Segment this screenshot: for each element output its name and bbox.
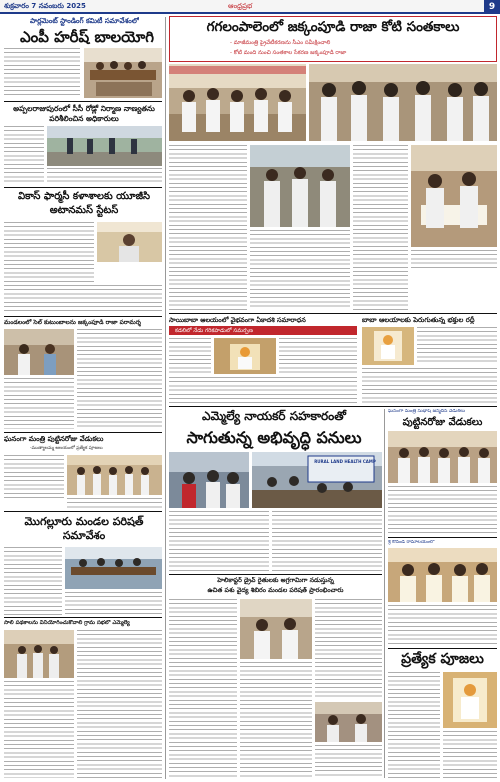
hospital-headline: హెలికాప్టర్ డ్రైవ్ రైతులకు అగ్రగామిగా నడుస్తున్న bbox=[217, 577, 334, 584]
baba-headline: బాబా ఆలయాలకు పెరుగుతున్న భక్తుల రద్దీ bbox=[362, 316, 475, 324]
vikas-headline: వికాస్ ఫార్మసీ కళాశాలకు యూజీసి అటానమస్ స్టేటస్ bbox=[17, 191, 151, 216]
saibaba-body-3 bbox=[169, 377, 357, 403]
sai-pooja-body-3 bbox=[443, 731, 497, 778]
appalaraju-body bbox=[4, 126, 44, 184]
divider bbox=[4, 187, 162, 188]
harish-photo bbox=[84, 48, 162, 98]
nayakar-body-1 bbox=[169, 511, 269, 571]
appalaraju-photo bbox=[47, 126, 162, 166]
mandal-birthday-photo bbox=[67, 455, 162, 495]
gagalapalem-sub-2: - కోటి మంది నుంచి సంతకాల సేకరణ జక్కంపూడి రాజా bbox=[230, 50, 347, 56]
schemes-headline: సాలి పథకాలను వినియోగించుకోవాలి గ్రామ సభలో ఎమ్మెల్యే bbox=[4, 620, 130, 626]
vikas-body bbox=[4, 222, 94, 282]
divider bbox=[169, 406, 497, 407]
nayakar-body-2 bbox=[272, 511, 382, 571]
saibaba-sub: కడలిలో నేడు గరికపాడులో సమర్పణ bbox=[175, 328, 253, 334]
harish-body bbox=[4, 48, 80, 98]
column-separator bbox=[384, 409, 385, 778]
column-separator bbox=[165, 17, 166, 779]
hospital-sub: ఉచిత పశు వైద్య శిబిరం మండల పరిషత్ ప్రారంభించారు bbox=[207, 587, 344, 594]
hospital-body-1 bbox=[169, 599, 237, 778]
paper-name: ఆంధ్రప్రభ bbox=[228, 2, 253, 10]
nayakar-headline-2: సాగుతున్న అభివృద్ధి పనులు bbox=[186, 428, 362, 447]
gagalapalem-sub-1: - మాజీమంత్రి ప్రైవేటీకరణను సీఎం సమీక్షించాలి bbox=[230, 40, 331, 46]
gagalapalem-headline: గగలంపాలెంలో జక్కంపూడి రాజా కోటి సంతకాలు bbox=[206, 19, 460, 35]
gagalapalem-body-4 bbox=[411, 250, 497, 270]
gagalapalem-body-3 bbox=[353, 145, 408, 310]
sai-pooja-body-2 bbox=[388, 672, 440, 778]
sai-pooja-body bbox=[388, 605, 497, 645]
divider bbox=[169, 574, 382, 575]
divider bbox=[169, 313, 497, 314]
saibaba-body bbox=[169, 338, 211, 374]
harish-kicker: పార్లమెంట్ స్టాండింగ్ కమిటీ సమావేశంలో bbox=[30, 17, 140, 25]
schemes-body bbox=[77, 630, 162, 778]
gagalapalem-body-1 bbox=[169, 145, 247, 310]
gagalapalem-body-2 bbox=[250, 230, 350, 310]
vikas-photo bbox=[97, 222, 162, 262]
mandal-birthday-headline: ఘనంగా మంత్రి పుట్టినరోజు వేడుకలు bbox=[4, 435, 104, 443]
nayakar-photo-1 bbox=[169, 452, 249, 508]
jakkampudi-visit-body-2 bbox=[4, 378, 74, 429]
saibaba-headline: సాయిబాబా ఆలయంలో వైభవంగా ఏకాదశి సమారాధన bbox=[169, 316, 306, 324]
nayakar-headline-1: ఎమ్మెల్యే నాయకర్ సహకారంతో bbox=[202, 409, 346, 423]
harish-headline: ఎంపీ హరీష్ బాలయోగి bbox=[20, 28, 155, 46]
gagalapalem-photo-2 bbox=[309, 64, 497, 141]
sai-pooja-photo-2 bbox=[443, 672, 497, 728]
mogalluru-body-2 bbox=[65, 592, 162, 615]
baba-body bbox=[417, 327, 497, 365]
baba-photo bbox=[362, 327, 414, 365]
putti2-photo bbox=[388, 431, 497, 483]
divider bbox=[4, 617, 162, 618]
baba-body-2 bbox=[362, 368, 497, 403]
putti2-kicker: ఘనంగా మంత్రి సుభాష్ జన్మదిన వేడుకలు bbox=[388, 409, 466, 414]
issue-date: శుక్రవారం 7 నవంబరు 2025 bbox=[4, 2, 86, 10]
hospital-body-4 bbox=[315, 745, 382, 778]
divider bbox=[4, 101, 162, 102]
sai-pooja-headline: ప్రత్యేక పూజలు bbox=[401, 651, 484, 667]
divider bbox=[4, 511, 162, 512]
putti2-body bbox=[388, 486, 497, 534]
putti2-headline: పుట్టినరోజు వేడుకలు bbox=[402, 417, 483, 428]
hospital-photo-2 bbox=[315, 702, 382, 742]
divider bbox=[388, 648, 497, 649]
appalaraju-headline: అప్పలరాజుపురంలో సీసీ రోడ్లో నిర్మాణ నాణ్యతను పరిశీలించిన అధికారులు bbox=[13, 104, 155, 123]
divider bbox=[4, 432, 162, 433]
appalaraju-body-2 bbox=[47, 168, 162, 184]
divider bbox=[388, 537, 497, 538]
jakkampudi-visit-body bbox=[77, 329, 162, 429]
sai-pooja-photo-1 bbox=[388, 548, 497, 602]
mandal-birthday-sub: -ముత్యాలమ్మ ఆలయంలో ప్రత్యేక పూజలు bbox=[30, 446, 103, 451]
gagalapalem-photo-1 bbox=[169, 64, 306, 141]
hospital-body-2 bbox=[240, 662, 312, 778]
hospital-body-3 bbox=[315, 599, 382, 699]
page-number: 9 bbox=[484, 0, 500, 14]
hospital-photo-1 bbox=[240, 599, 312, 659]
gagalapalem-photo-4 bbox=[411, 145, 497, 247]
divider bbox=[4, 316, 162, 317]
saibaba-body-2 bbox=[279, 338, 357, 374]
gagalapalem-photo-3 bbox=[250, 145, 350, 227]
camp-banner-text: RURAL LAND HEALTH CAMP bbox=[314, 459, 376, 464]
mogalluru-headline: మొగల్లూరు మండల పరిషత్ సమావేశం bbox=[24, 515, 144, 542]
sai-pooja-kicker: శ్రీ కోదండ రామాలయంలో bbox=[388, 540, 435, 545]
schemes-photo bbox=[4, 630, 74, 678]
jakkampudi-visit-headline: మండలంలో సెల్ కుటుంబాలను జక్కంపూడి రాజా పరామర్శ bbox=[4, 319, 141, 326]
mogalluru-body bbox=[4, 547, 62, 615]
mogalluru-photo bbox=[65, 547, 162, 589]
vikas-body-2 bbox=[4, 285, 162, 313]
jakkampudi-visit-photo bbox=[4, 329, 74, 375]
mandal-birthday-body-2 bbox=[67, 498, 162, 508]
saibaba-photo bbox=[214, 338, 276, 374]
schemes-body-2 bbox=[4, 681, 74, 778]
mandal-birthday-body bbox=[4, 455, 64, 500]
